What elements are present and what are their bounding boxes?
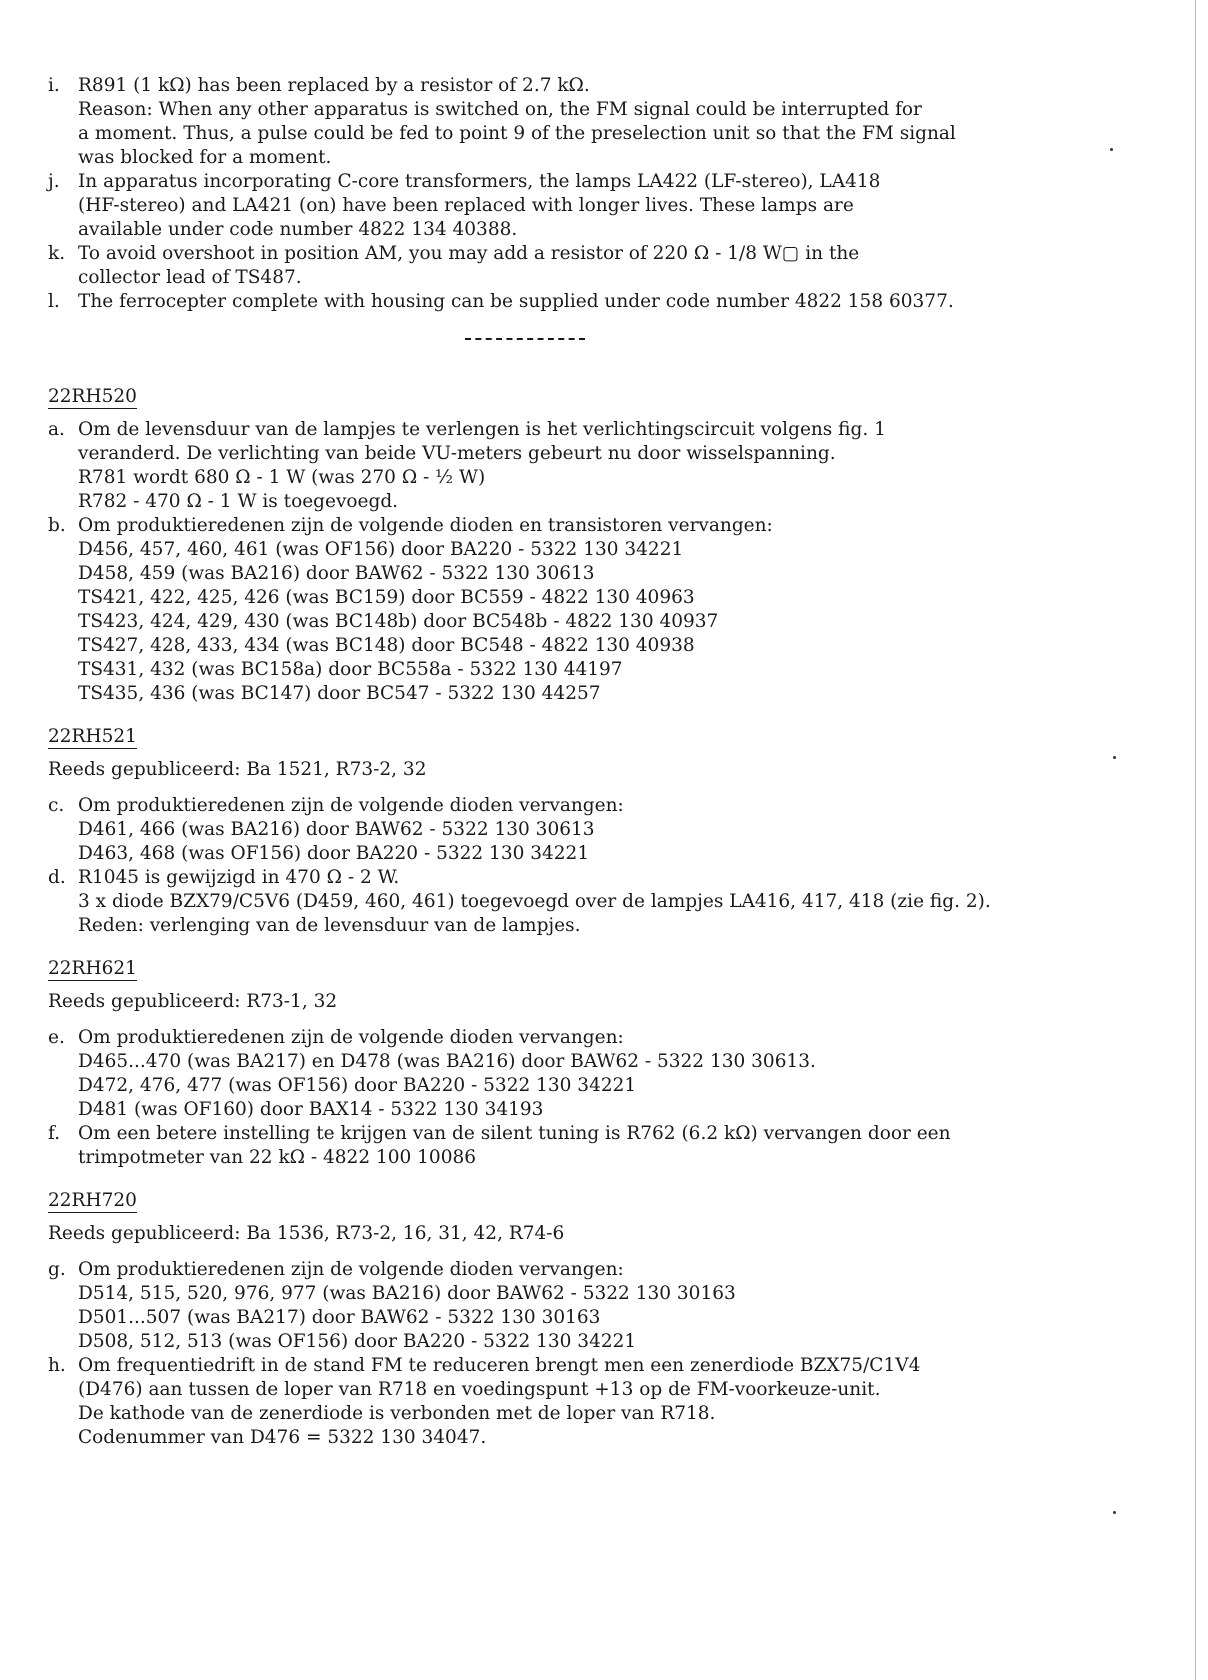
item-line: Om een betere instelling te krijgen van de silent tuning is R762 (6.2 kΩ) vervangen door een	[78, 1123, 951, 1144]
item-body	[78, 1258, 1108, 1354]
item-letter: c.	[48, 795, 65, 816]
item-line: Om produktieredenen zijn de volgende dioden en transistoren vervangen:	[78, 515, 773, 536]
list-item	[48, 170, 1108, 242]
list-item	[48, 514, 1108, 706]
item-line: D508, 512, 513 (was OF156) door BA220 - 5322 130 34221	[78, 1331, 637, 1352]
list-item	[48, 1354, 1108, 1450]
item-line: D472, 476, 477 (was OF156) door BA220 - 5322 130 34221	[78, 1075, 637, 1096]
item-line: To avoid overshoot in position AM, you may add a resistor of 220 Ω - 1/8 W▢ in the	[78, 243, 860, 264]
section-heading: 22RH621	[48, 958, 137, 979]
published-note: Reeds gepubliceerd: R73-1, 32	[48, 991, 338, 1012]
item-body	[78, 794, 1108, 866]
item-letter: j.	[48, 171, 60, 192]
list-item	[48, 866, 1108, 938]
published-note: Reeds gepubliceerd: Ba 1536, R73-2, 16, 31, 42, R74-6	[48, 1223, 565, 1244]
item-line: veranderd. De verlichting van beide VU-meters gebeurt nu door wisselspanning.	[78, 443, 836, 464]
item-body	[78, 1122, 1108, 1170]
list-item	[48, 1122, 1108, 1170]
section	[48, 726, 1108, 938]
item-body	[78, 242, 1108, 290]
item-letter: e.	[48, 1027, 65, 1048]
item-line: TS427, 428, 433, 434 (was BC148) door BC548 - 4822 130 40938	[78, 635, 695, 656]
item-line: De kathode van de zenerdiode is verbonden met de loper van R718.	[78, 1403, 716, 1424]
list-item	[48, 794, 1108, 866]
document-page	[48, 74, 1108, 1450]
item-line: Reden: verlenging van de levensduur van de lampjes.	[78, 915, 581, 936]
item-line: (D476) aan tussen de loper van R718 en voedingspunt +13 op de FM-voorkeuze-unit.	[78, 1379, 881, 1400]
item-line: D481 (was OF160) door BAX14 - 5322 130 34193	[78, 1099, 544, 1120]
item-body	[78, 74, 1108, 170]
list-item	[48, 74, 1108, 170]
section	[48, 1190, 1108, 1450]
list-item	[48, 1258, 1108, 1354]
item-line: D465...470 (was BA217) en D478 (was BA216) door BAW62 - 5322 130 30613.	[78, 1051, 816, 1072]
separator-rule	[465, 338, 585, 340]
item-line: Om produktieredenen zijn de volgende dioden vervangen:	[78, 795, 624, 816]
item-line: a moment. Thus, a pulse could be fed to point 9 of the preselection unit so that the FM signal	[78, 123, 956, 144]
section-heading: 22RH720	[48, 1190, 137, 1211]
section-heading: 22RH520	[48, 386, 137, 407]
item-line: TS423, 424, 429, 430 (was BC148b) door BC548b - 4822 130 40937	[78, 611, 719, 632]
item-line: Om de levensduur van de lampjes te verlengen is het verlichtingscircuit volgens fig. 1	[78, 419, 886, 440]
item-line: trimpotmeter van 22 kΩ - 4822 100 10086	[78, 1147, 477, 1168]
item-body	[78, 1026, 1108, 1122]
list-item	[48, 418, 1108, 514]
item-letter: k.	[48, 243, 66, 264]
list-item	[48, 290, 1108, 314]
item-letter: a.	[48, 419, 65, 440]
sections-container	[48, 386, 1108, 1450]
item-line: In apparatus incorporating C-core transformers, the lamps LA422 (LF-stereo), LA418	[78, 171, 881, 192]
item-line: D514, 515, 520, 976, 977 (was BA216) door BAW62 - 5322 130 30163	[78, 1283, 736, 1304]
item-letter: f.	[48, 1123, 61, 1144]
item-line: R781 wordt 680 Ω - 1 W (was 270 Ω - ½ W)	[78, 467, 486, 488]
section	[48, 386, 1108, 706]
list-item	[48, 1026, 1108, 1122]
item-line: collector lead of TS487.	[78, 267, 302, 288]
item-letter: g.	[48, 1259, 66, 1280]
item-letter: h.	[48, 1355, 66, 1376]
item-line: TS435, 436 (was BC147) door BC547 - 5322 130 44257	[78, 683, 601, 704]
item-body	[78, 290, 1108, 314]
item-body	[78, 170, 1108, 242]
item-line: 3 x diode BZX79/C5V6 (D459, 460, 461) toegevoegd over de lampjes LA416, 417, 418 (zie fig. 2).	[78, 891, 991, 912]
item-letter: l.	[48, 291, 60, 312]
item-line: D458, 459 (was BA216) door BAW62 - 5322 130 30613	[78, 563, 595, 584]
scan-speck	[1113, 756, 1116, 759]
item-line: Codenummer van D476 = 5322 130 34047.	[78, 1427, 487, 1448]
item-line: D461, 466 (was BA216) door BAW62 - 5322 130 30613	[78, 819, 595, 840]
scan-edge-line	[1195, 0, 1196, 1680]
item-letter: d.	[48, 867, 66, 888]
intro-list	[48, 74, 1108, 314]
item-line: (HF-stereo) and LA421 (on) have been replaced with longer lives. These lamps are	[78, 195, 854, 216]
item-letter: b.	[48, 515, 66, 536]
list-item	[48, 242, 1108, 290]
item-line: TS431, 432 (was BC158a) door BC558a - 5322 130 44197	[78, 659, 623, 680]
published-note: Reeds gepubliceerd: Ba 1521, R73-2, 32	[48, 759, 427, 780]
item-body	[78, 1354, 1108, 1450]
item-body	[78, 514, 1108, 706]
item-body	[78, 418, 1108, 514]
item-letter: i.	[48, 75, 60, 96]
section-heading: 22RH521	[48, 726, 137, 747]
item-line: Om produktieredenen zijn de volgende dioden vervangen:	[78, 1259, 624, 1280]
item-line: D456, 457, 460, 461 (was OF156) door BA220 - 5322 130 34221	[78, 539, 684, 560]
scan-speck	[1110, 148, 1113, 151]
item-line: Om frequentiedrift in de stand FM te reduceren brengt men een zenerdiode BZX75/C1V4	[78, 1355, 921, 1376]
item-line: R891 (1 kΩ) has been replaced by a resistor of 2.7 kΩ.	[78, 75, 590, 96]
item-line: R1045 is gewijzigd in 470 Ω - 2 W.	[78, 867, 400, 888]
item-line: available under code number 4822 134 40388.	[78, 219, 518, 240]
item-line: was blocked for a moment.	[78, 147, 332, 168]
item-line: D463, 468 (was OF156) door BA220 - 5322 130 34221	[78, 843, 590, 864]
item-line: Reason: When any other apparatus is switched on, the FM signal could be interrupted for	[78, 99, 922, 120]
item-line: TS421, 422, 425, 426 (was BC159) door BC559 - 4822 130 40963	[78, 587, 695, 608]
item-line: The ferrocepter complete with housing can be supplied under code number 4822 158 60377.	[78, 291, 954, 312]
item-line: R782 - 470 Ω - 1 W is toegevoegd.	[78, 491, 399, 512]
scan-speck	[1113, 1511, 1116, 1514]
section	[48, 958, 1108, 1170]
item-line: D501...507 (was BA217) door BAW62 - 5322 130 30163	[78, 1307, 601, 1328]
item-body	[78, 866, 1108, 938]
item-line: Om produktieredenen zijn de volgende dioden vervangen:	[78, 1027, 624, 1048]
